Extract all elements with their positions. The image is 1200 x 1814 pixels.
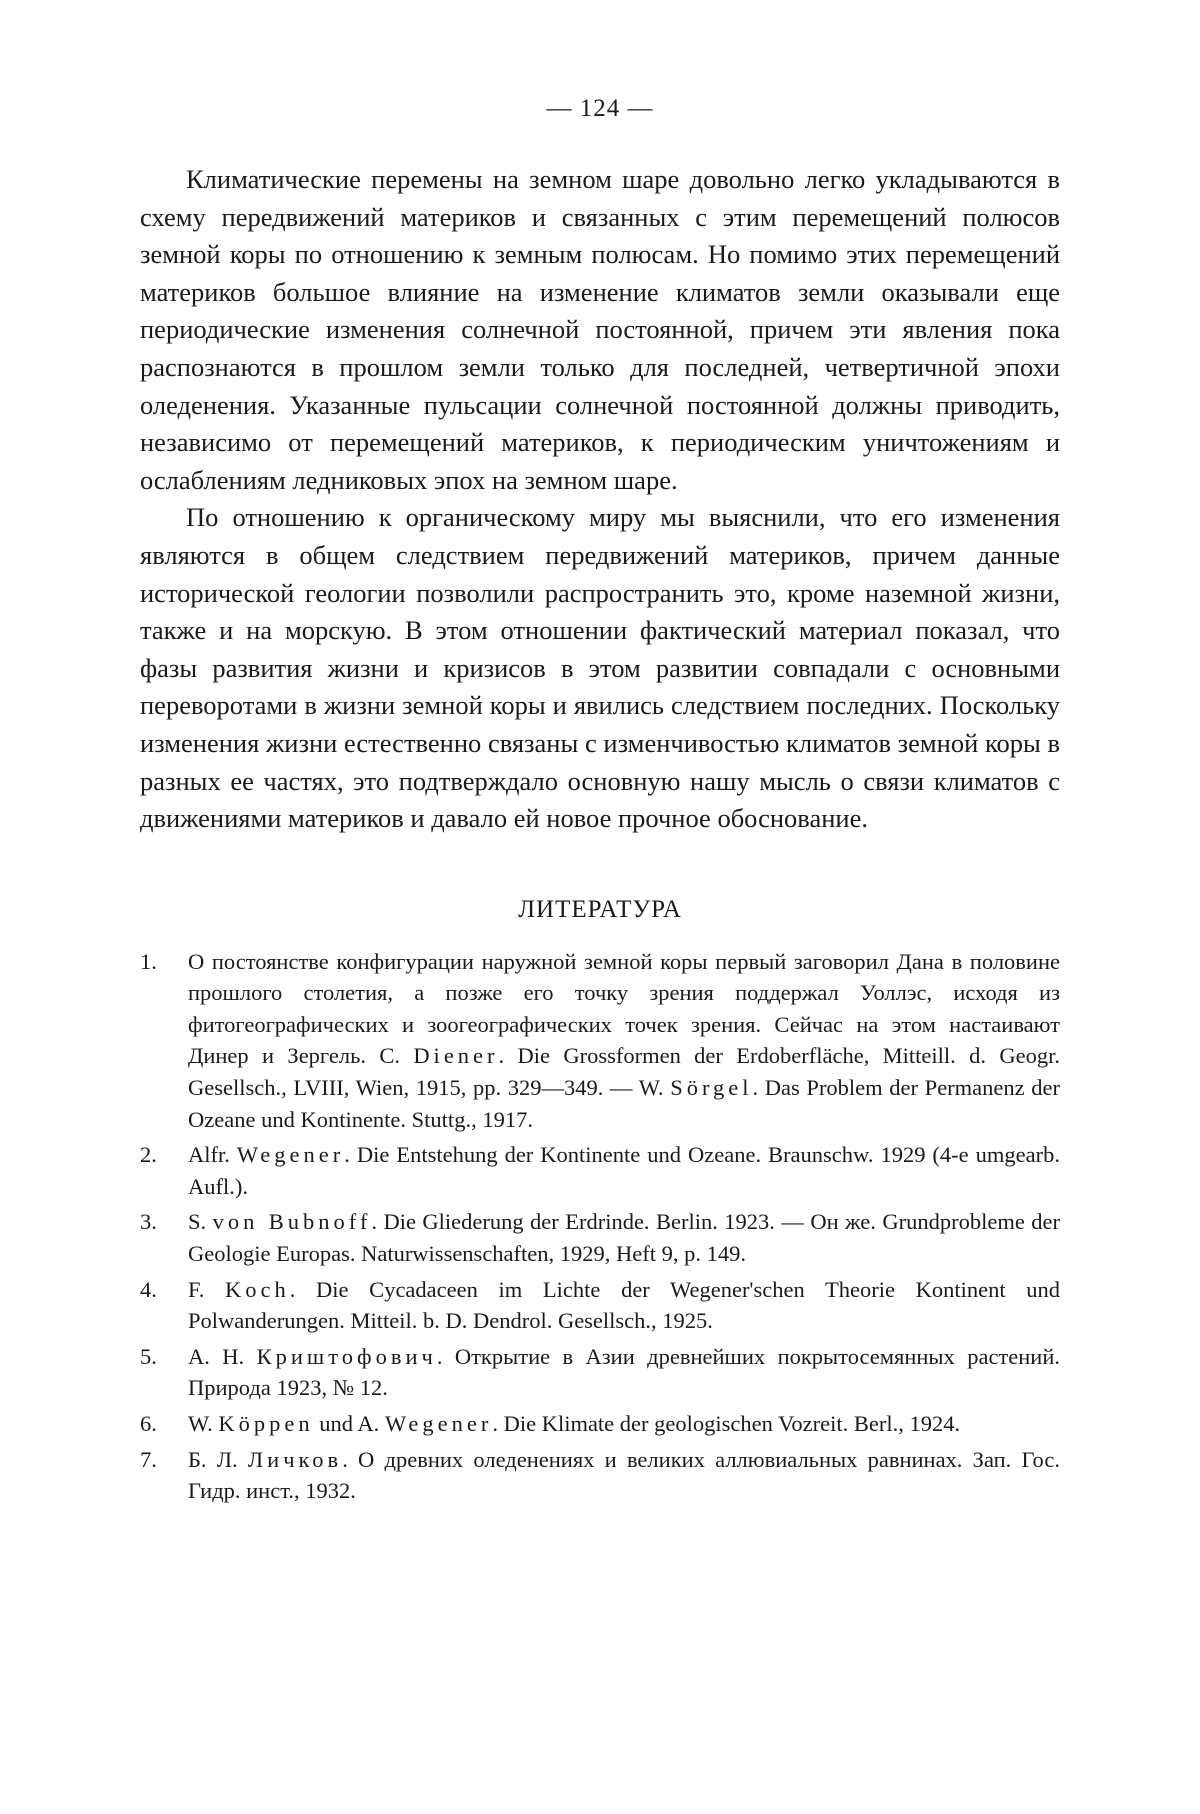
- body-paragraph-2: По отношению к органическому миру мы выяснили, что его изменения являются в общем следствием передвижений материков, причем данные исторической геологии позволили распространить это, кроме наземной жизни, также и на морскую. В этом отношении фактический материал показал, что фазы развития жизни и кризисов в этом развитии совпадали с основными переворотами в жизни земной коры и явились следствием последних. Поскольку изменения жизни естественно связаны с изменчивостью климатов земной коры в разных ее частях, это подтверждало основную нашу мысль о связи климатов с движениями материков и давало ей новое прочное обоснование.: [140, 502, 1060, 834]
- reference-item: [140, 946, 1060, 1136]
- reference-text: Alfr.: [188, 1142, 237, 1168]
- reference-number: 6.: [140, 1411, 157, 1436]
- reference-text: . Das Problem der Permanenz der Ozeane und Kontinente. Stuttg., 1917.: [188, 1075, 1061, 1132]
- reference-text: . О древних оледенениях и великих аллювиальных равнинах. Зап. Гос. Гидр. инст., 1932.: [188, 1446, 1060, 1504]
- reference-text: Б. Л.: [188, 1446, 248, 1472]
- reference-text: F.: [188, 1276, 225, 1302]
- reference-item: [140, 1206, 1060, 1269]
- reference-author: Sörgel: [670, 1075, 753, 1101]
- reference-item: [140, 1274, 1060, 1337]
- reference-text: . Die Entstehung der Kontinente und Ozeane. Braunschw. 1929 (4-e umgearb. Aufl.).: [188, 1142, 1060, 1199]
- reference-item: [140, 1444, 1060, 1507]
- reference-number: 5.: [140, 1343, 157, 1369]
- reference-text: S.: [188, 1209, 213, 1235]
- reference-number: 3.: [140, 1209, 157, 1235]
- reference-text: А. Н.: [188, 1343, 257, 1369]
- reference-text: . Die Klimate der geologischen Vozreit. Berl., 1924.: [492, 1411, 961, 1436]
- reference-text: . Открытие в Азии древнейших покрытосемянных растений. Природа 1923, № 12.: [188, 1343, 1060, 1401]
- body-paragraph-1: Климатические перемены на земном шаре довольно легко укладываются в схему передвижений материков и связанных с этим перемещений полюсов земной коры по отношению к земным полюсам. Но помимо этих перемещений материков большое влияние на изменение климатов земли оказывали еще периодические изменения солнечной постоянной, причем эти явления пока распознаются в прошлом земли только для последней, четвертичной эпохи оледенения. Указанные пульсации солнечной постоянной должны приводить, независимо от перемещений материков, к периодическим уничтожениям и ослаблениям ледниковых эпох на земном шаре.: [140, 164, 1060, 495]
- reference-text: W.: [188, 1411, 219, 1436]
- page-number: — 124 —: [546, 95, 654, 122]
- reference-list: [140, 946, 1060, 1507]
- reference-author: von Bubnoff: [212, 1209, 372, 1235]
- reference-number: 1.: [140, 948, 157, 974]
- book-page: [140, 95, 1060, 1511]
- reference-item: [140, 1341, 1060, 1404]
- reference-text: О постоянстве конфигурации наружной земной коры первый заговорил Дана в половине прошлого столетия, а позже его точку зрения поддержал Уоллэс, исходя из фитогеографических и зоогеографических точек зрения. Сейчас на этом настаивают Динер и Зергель. C.: [188, 948, 1060, 1069]
- reference-author: Wegener: [384, 1411, 493, 1436]
- reference-author: Личков: [247, 1446, 343, 1472]
- reference-author: Koch: [225, 1276, 290, 1302]
- reference-number: 4.: [140, 1276, 157, 1302]
- reference-item: [140, 1408, 1060, 1440]
- reference-text: . Die Cycadaceen im Lichte der Wegener'schen Theorie Kontinent und Polwanderungen. Mitteil. b. D. Dendrol. Gesellsch., 1925.: [188, 1276, 1060, 1334]
- reference-author: Diener: [413, 1043, 499, 1069]
- reference-author: Köppen: [218, 1411, 314, 1436]
- reference-number: 7.: [140, 1446, 157, 1472]
- reference-number: 2.: [140, 1142, 157, 1168]
- reference-item: [140, 1139, 1060, 1202]
- reference-author: Wegener: [236, 1142, 345, 1168]
- section-heading-literature: ЛИТЕРАТУРА: [518, 895, 682, 923]
- reference-text: . Die Grossformen der Erdoberfläche, Mitteill. d. Geogr. Gesellsch., LVIII, Wien, 1915, pp. 329—349. — W.: [188, 1043, 1060, 1101]
- reference-text: und A.: [313, 1411, 385, 1436]
- reference-text: . Die Gliederung der Erdrinde. Berlin. 1923. — Он же. Grundprobleme der Geologie Europas. Naturwissenschaften, 1929, Heft 9, p. 149.: [188, 1209, 1060, 1267]
- reference-author: Криштофович: [256, 1343, 437, 1369]
